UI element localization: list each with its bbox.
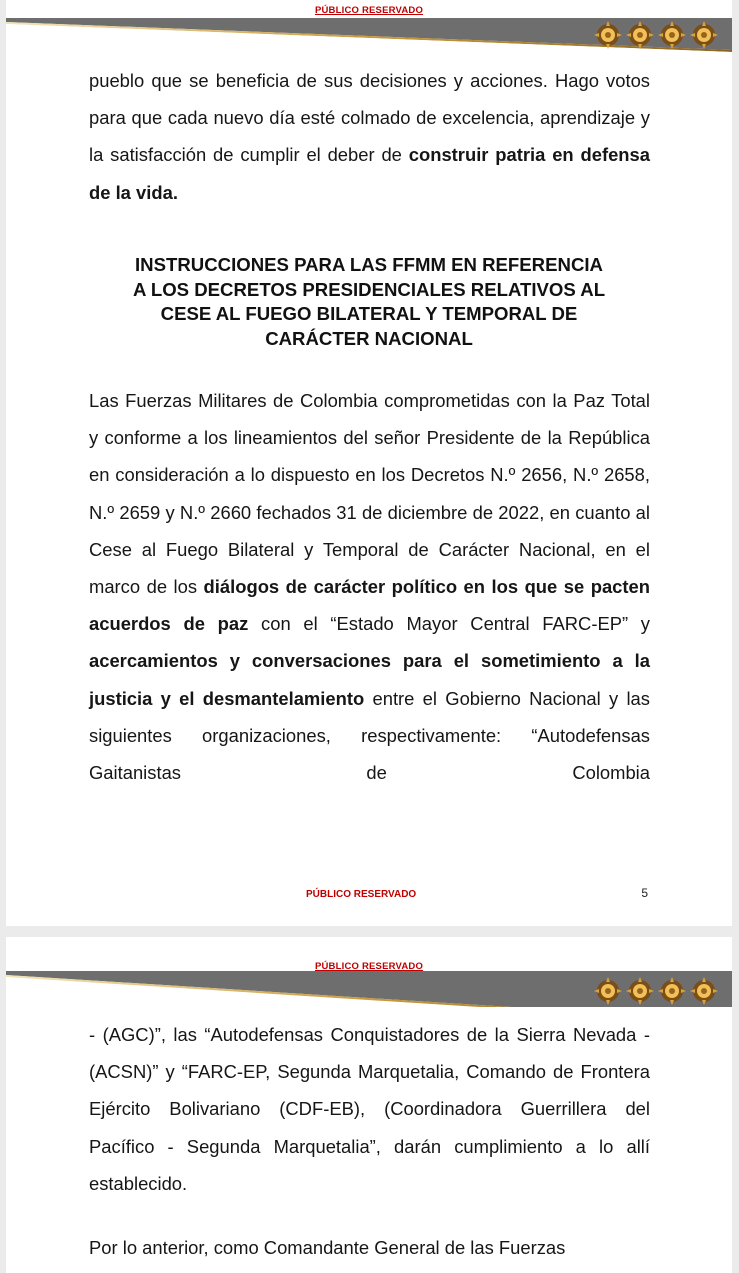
sun-emblem-icon bbox=[594, 21, 622, 49]
paragraph-next: Por lo anterior, como Comandante General de las Fuerzas bbox=[89, 1237, 566, 1258]
classification-header: PÚBLICO RESERVADO bbox=[314, 961, 424, 972]
page-number: 5 bbox=[641, 886, 648, 900]
paragraph-text: pueblo que se beneficia de sus decisiones y acciones. Hago votos para que cada nuevo día esté colmado de excelencia, aprendizaje y la satisfacción de cumplir el deber de bbox=[89, 70, 650, 166]
paragraph-text: con el “Estado Mayor Central FARC-EP” y bbox=[248, 613, 651, 635]
sun-emblem-icon bbox=[626, 21, 654, 49]
header-band bbox=[6, 937, 732, 1007]
document-page-6 bbox=[6, 937, 732, 1273]
paragraph-continuation: - (AGC)”, las “Autodefensas Conquistadores de la Sierra Nevada - (ACSN)” y “FARC-EP, Segunda Marquetalia, Comando de Frontera Ejército Bolivariano (CDF-EB), (Coordinadora Guerrillera del Pacífico - Segunda Marquetalia”, darán cumplimiento a lo allí establecido. bbox=[89, 1024, 650, 1194]
paragraph-bold-text: construir patria en defensa de la vida. bbox=[89, 144, 650, 203]
sun-emblem-icon bbox=[658, 21, 686, 49]
paragraph-text: Las Fuerzas Militares de Colombia comprometidas con la Paz Total y conforme a los lineamientos del señor Presidente de la República en consideración a lo dispuesto en los Decretos N.º 2656, N.º 2658, N.º 2659 y N.º 2660 fechados 31 de diciembre de 2022, en cuanto al Cese al Fuego Bilateral y Temporal de Carácter Nacional, en el marco de los bbox=[89, 390, 650, 598]
paragraph-continuation bbox=[89, 62, 650, 211]
paragraph-bold-text: diálogos de carácter político en los que se pacten acuerdos de paz bbox=[89, 576, 650, 635]
heading-line: INSTRUCCIONES PARA LAS FFMM EN REFERENCIA bbox=[135, 254, 603, 275]
section-heading bbox=[66, 253, 672, 351]
heading-line: CESE AL FUEGO BILATERAL Y TEMPORAL DE bbox=[160, 303, 578, 324]
emblem-row bbox=[592, 18, 722, 52]
emblem-row bbox=[592, 974, 722, 1008]
sun-emblem-icon bbox=[594, 977, 622, 1005]
paragraph-text: entre el Gobierno Nacional y las siguientes organizaciones, respectivamente: “Autodefensas Gaitanistas de Colombia bbox=[89, 687, 650, 784]
sun-emblem-icon bbox=[690, 21, 718, 49]
sun-emblem-icon bbox=[658, 977, 686, 1005]
classification-footer: PÚBLICO RESERVADO bbox=[306, 889, 417, 900]
paragraph-main bbox=[89, 382, 650, 791]
heading-line: CARÁCTER NACIONAL bbox=[265, 327, 473, 349]
sun-emblem-icon bbox=[690, 977, 718, 1005]
document-page-5 bbox=[6, 0, 732, 926]
sun-emblem-icon bbox=[626, 977, 654, 1005]
classification-header: PÚBLICO RESERVADO bbox=[314, 5, 424, 16]
paragraph-bold-text: acercamientos y conversaciones para el sometimiento a la justicia y el desmantelamiento bbox=[89, 650, 650, 709]
heading-line: A LOS DECRETOS PRESIDENCIALES RELATIVOS AL bbox=[132, 278, 606, 300]
